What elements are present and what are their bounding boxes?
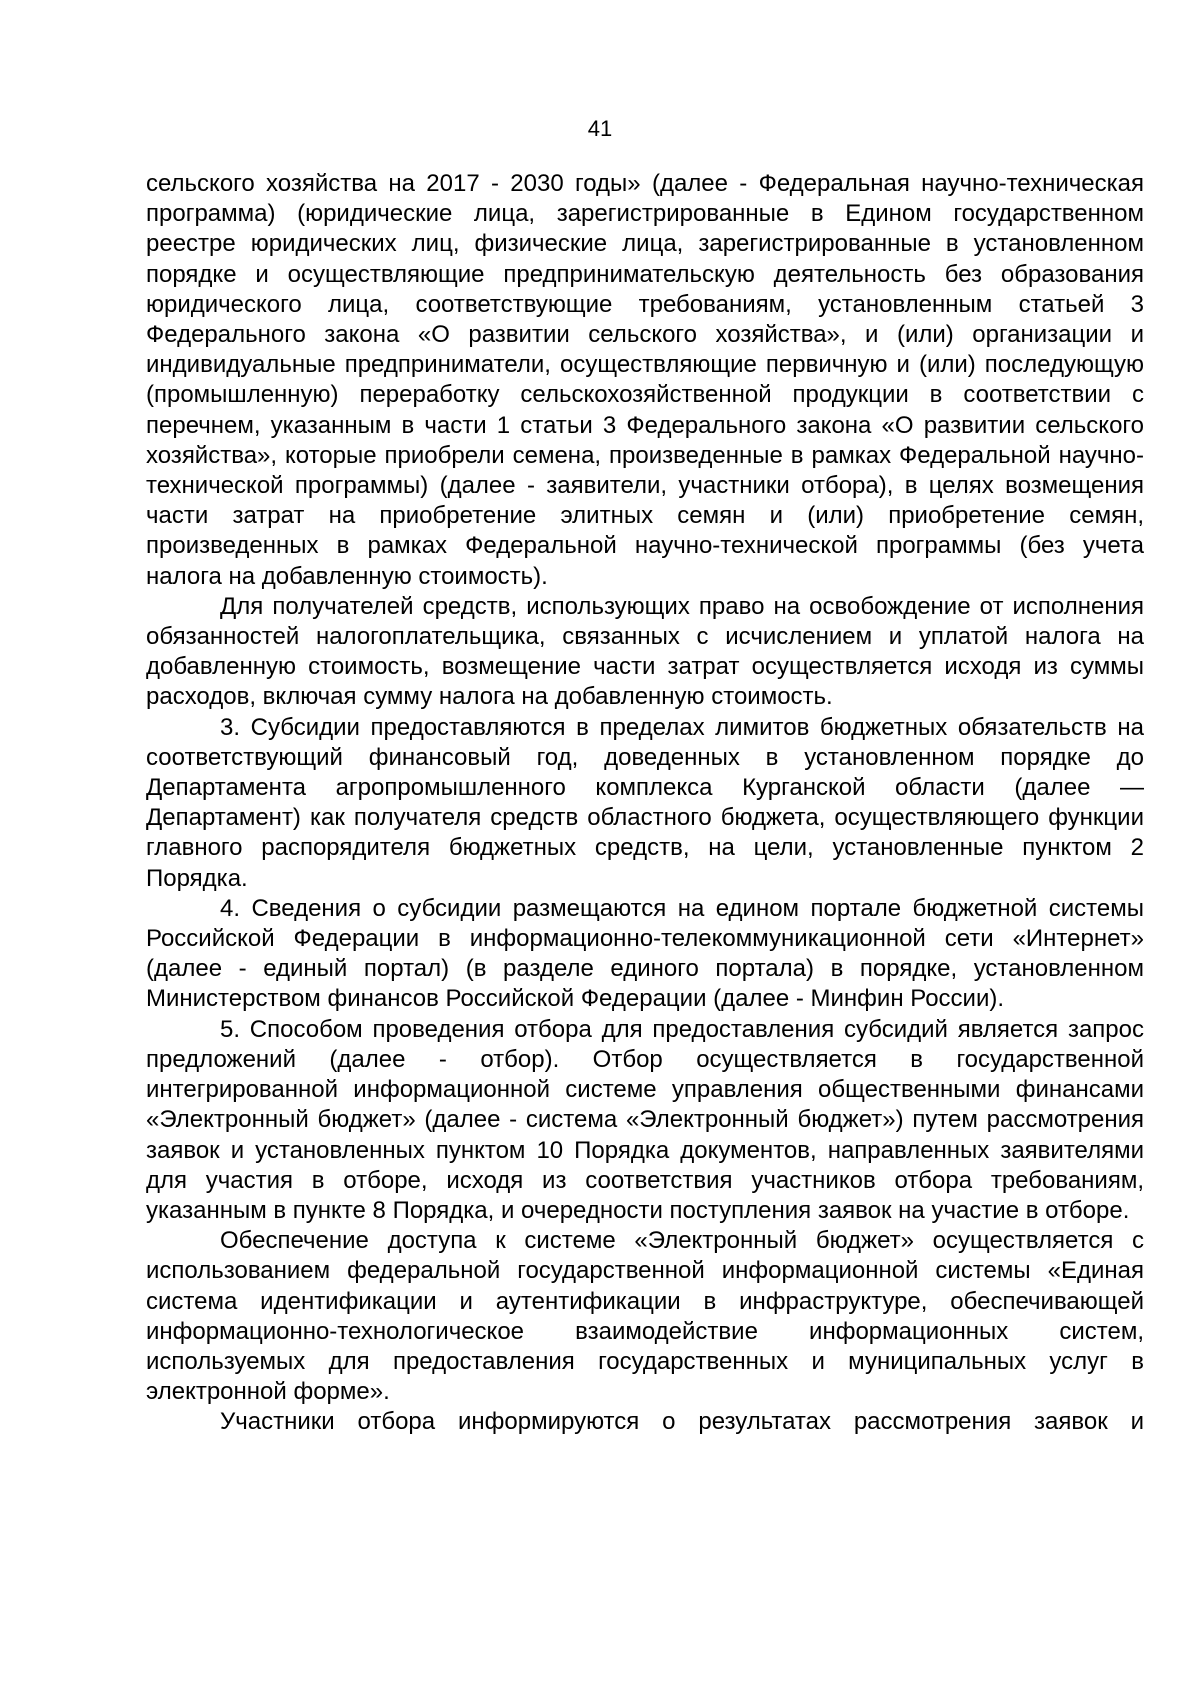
paragraph-vat-exemption: Для получателей средств, использующих право на освобождение от исполнения обязанностей налогоплательщика, связанных с исчислением и уплатой налога на добавленную стоимость, возмещение части затрат осуществляется исходя из суммы расходов, включая сумму налога на добавленную стоимость. — [146, 592, 1144, 711]
paragraph-clause-4: 4. Сведения о субсидии размещаются на едином портале бюджетной системы Российской Федерации в информационно-телекоммуникационной сети «Интернет» (далее - единый портал) (в разделе единого портала) в порядке, установленном Министерством финансов Российской Федерации (далее - Минфин России). — [146, 894, 1144, 1013]
document-body — [146, 169, 1144, 1438]
paragraph-participants-informed: Участники отбора информируются о результатах рассмотрения заявок и — [220, 1408, 1144, 1436]
paragraph-clause-5: 5. Способом проведения отбора для предоставления субсидий является запрос предложений (далее - отбор). Отбор осуществляется в государственной интегрированной информационной системе управления общественными финансами «Электронный бюджет» (далее - система «Электронный бюджет») путем рассмотрения заявок и установленных пунктом 10 Порядка документов, направленных заявителями для участия в отборе, исходя из соответствия участников отбора требованиям, указанным в пункте 8 Порядка, и очередности поступления заявок на участие в отборе. — [146, 1015, 1144, 1224]
paragraph-system-access: Обеспечение доступа к системе «Электронный бюджет» осуществляется с использованием федеральной государственной информационной системы «Единая система идентификации и аутентификации в инфраструктуре, обеспечивающей информационно-технологическое взаимодействие информационных систем, используемых для предоставления государственных и муниципальных услуг в электронной форме». — [146, 1227, 1144, 1406]
page-number: 41 — [587, 116, 613, 141]
paragraph-continuation: сельского хозяйства на 2017 - 2030 годы» (далее - Федеральная научно-техническая программа) (юридические лица, зарегистрированные в Едином государственном реестре юридических лиц, физические лица, зарегистрированные в установленном порядке и осуществляющие предпринимательскую деятельность без образования юридического лица, соответствующие требованиям, установленным статьей 3 Федерального закона «О развитии сельского хозяйства», и (или) организации и индивидуальные предприниматели, осуществляющие первичную и (или) последующую (промышленную) переработку сельскохозяйственной продукции в соответствии с перечнем, указанным в части 1 статьи 3 Федерального закона «О развитии сельского хозяйства», которые приобрели семена, произведенные в рамках Федеральной научно-технической программы) (далее - заявители, участники отбора), в целях возмещения части затрат на приобретение элитных семян и (или) приобретение семян, произведенных в рамках Федеральной научно-технической программы (без учета налога на добавленную стоимость). — [146, 170, 1144, 590]
paragraph-clause-3: 3. Субсидии предоставляются в пределах лимитов бюджетных обязательств на соответствующий финансовый год, доведенных в установленном порядке до Департамента агропромышленного комплекса Курганской области (далее — Департамент) как получателя средств областного бюджета, осуществляющего функции главного распорядителя бюджетных средств, на цели, установленные пунктом 2 Порядка. — [146, 713, 1144, 892]
